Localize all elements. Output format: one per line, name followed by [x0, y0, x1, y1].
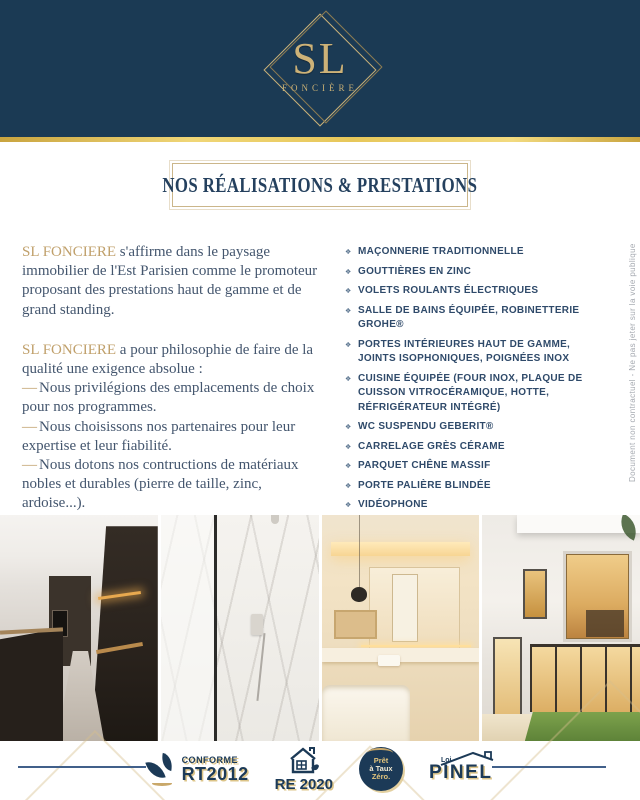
gold-divider [0, 137, 640, 142]
diamond-bullet-icon: ❖ [345, 268, 352, 276]
logo-wordmark: FONCIÈRE [281, 83, 358, 93]
list-item: ❖ GOUTTIÈRES EN ZINC [345, 265, 609, 280]
diamond-bullet-icon: ❖ [345, 375, 352, 383]
pinel-logo [429, 757, 492, 781]
pret-taux-zero-badge: Prêt à Taux Zéro. [359, 747, 403, 791]
roof-icon [437, 749, 507, 767]
list-item: ❖ VOLETS ROULANTS ÉLECTRIQUES [345, 284, 609, 299]
title-box [162, 163, 478, 207]
diamond-bullet-icon: ❖ [345, 502, 352, 509]
page-title: NOS RÉALISATIONS & PRESTATIONS [162, 172, 478, 197]
dash-bullet: — [22, 418, 37, 435]
dash-bullet: — [22, 380, 37, 397]
kitchen-photo [0, 515, 158, 741]
list-item: ❖ VIDÉOPHONE [345, 498, 609, 513]
prestations-list [345, 245, 609, 537]
pinel-small-label: Loi [440, 756, 452, 764]
re2020-logo [275, 746, 333, 792]
eco-house-icon [287, 746, 321, 776]
intro-paragraph: SL FONCIERE s'affirme dans le paysage immobilier de l'Est Parisien comme le promoteur proposant des prestations haut de gamme et de grand standing. [22, 244, 318, 318]
list-item: ❖ PORTE PALIÈRE BLINDÉE [345, 479, 609, 494]
diamond-bullet-icon: ❖ [345, 424, 352, 431]
philosophy-paragraph: SL FONCIERE a pour philosophie de faire de la qualité une exigence absolue : [22, 341, 314, 377]
diamond-bullet-icon: ❖ [345, 443, 352, 451]
pinel-label: PINEL [428, 761, 493, 783]
leaf-icon [148, 752, 178, 786]
rt2012-logo [148, 752, 249, 786]
list-item: ❖ WC SUSPENDU GEBERIT® [345, 420, 609, 435]
photo-strip [0, 515, 640, 741]
philosophy-point: — Nous privilégions des emplacements de choix pour nos programmes. [22, 380, 315, 416]
diamond-bullet-icon: ❖ [345, 341, 352, 349]
re2020-label: RE 2020 [274, 776, 333, 793]
philosophy-point: — Nous choisissons nos partenaires pour leur expertise et leur fiabilité. [22, 418, 296, 454]
philosophy-point: — Nous dotons nos contructions de matériaux nobles et durables (pierre de taille, zinc, ardoise...). [22, 456, 299, 512]
rt2012-label-top: CONFORME [181, 754, 239, 765]
legal-note: Document non contractuel - Ne pas jeter sur la voie publique [628, 243, 637, 482]
list-item: ❖ SALLE DE BAINS ÉQUIPÉE, ROBINETTERIE GROHE® [345, 304, 609, 333]
bathroom-photo [322, 515, 480, 741]
certification-logos [0, 740, 640, 798]
marble-shower-photo [161, 515, 319, 741]
list-item: ❖ PORTES INTÉRIEURES HAUT DE GAMME, JOINTS ISOPHONIQUES, POIGNÉES INOX [345, 338, 609, 367]
intro-column [22, 243, 324, 513]
logo-monogram: SL [292, 34, 348, 83]
list-item: ❖ CARRELAGE GRÈS CÉRAME [345, 440, 609, 455]
diamond-bullet-icon: ❖ [345, 249, 352, 256]
diamond-bullet-icon: ❖ [345, 463, 352, 470]
rt2012-label: RT2012 [181, 763, 249, 784]
brand-name: SL FONCIERE [22, 341, 117, 358]
list-item: ❖ MAÇONNERIE TRADITIONNELLE [345, 245, 609, 260]
diamond-bullet-icon: ❖ [345, 482, 352, 490]
list-item: ❖ PARQUET CHÊNE MASSIF [345, 459, 609, 474]
brand-name: SL FONCIERE [22, 244, 117, 260]
header-band [0, 0, 640, 137]
diamond-bullet-icon: ❖ [345, 307, 352, 315]
diamond-bullet-icon: ❖ [345, 288, 352, 295]
sl-fonciere-logo [262, 12, 378, 128]
list-item: ❖ CUISINE ÉQUIPÉE (FOUR INOX, PLAQUE DE CUISSON VITROCÉRAMIQUE, HOTTE, RÉFRIGÉRATEUR INTÉGRÉ) [345, 372, 609, 416]
dash-bullet: — [22, 456, 37, 473]
